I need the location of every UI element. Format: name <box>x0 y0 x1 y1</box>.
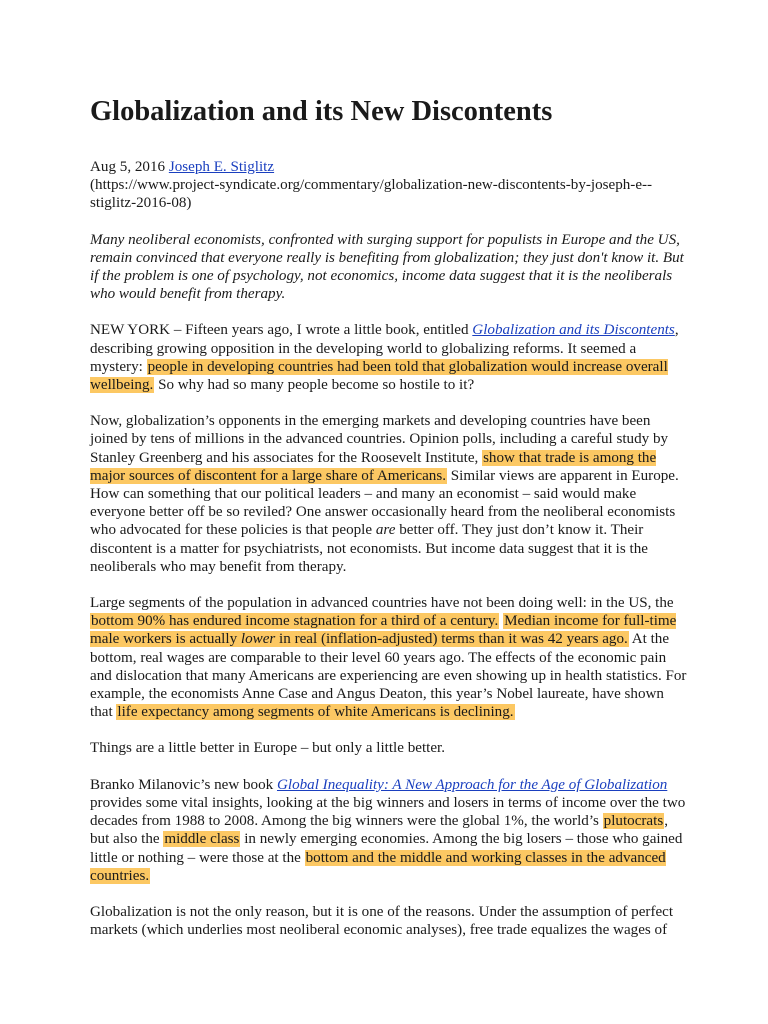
publish-date: Aug 5, 2016 <box>90 159 166 175</box>
text-run: provides some vital insights, looking at the big winners and losers in terms of income over the two decades from 1988 to 2008. Among the big winners were the global 1%, the world’s <box>90 794 686 830</box>
paragraph-5 <box>90 776 690 885</box>
article-title: Globalization and its New Discontents <box>90 96 553 127</box>
paragraph-3 <box>90 594 690 721</box>
emphasis: lower <box>240 631 276 648</box>
text-run: , but also the <box>90 813 668 848</box>
highlight: plutocrats <box>603 813 664 830</box>
article-meta <box>90 158 690 213</box>
text-run: At the bottom, real wages are comparable to their level 60 years ago. The effects of the economic pain and dislocation that many Americans are experiencing are even showing up in health statistics. For example, the economists Anne Case and Angus Deaton, this year’s Nobel laureate, have shown that <box>90 631 687 721</box>
highlight: bottom 90% has endured income stagnation for a third of a century. <box>91 613 499 630</box>
text-run: So why had so many people become so hostile to it? <box>154 377 475 394</box>
highlight: show that trade is among the major sources of discontent for a large share of Americans. <box>90 449 657 484</box>
text-run: Branko Milanovic’s new book <box>90 776 277 793</box>
text-run: , describing growing opposition in the developing world to globalizing reforms. It seemed a mystery: <box>90 322 679 375</box>
highlight: people in developing countries had been told that globalization would increase overall wellbeing. <box>90 358 668 394</box>
book-link-global-inequality[interactable]: Global Inequality: A New Approach for the Age of Globalization <box>276 776 668 793</box>
emphasis: are <box>375 522 396 539</box>
text-run: in newly emerging economies. Among the big losers – those who gained little or nothing – were those at the <box>90 831 683 866</box>
text-run: better off. They just don’t know it. Their discontent is a matter for psychiatrists, not economists. But income data suggest that it is the neoliberals who may benefit from therapy. <box>90 522 648 575</box>
text-run: Median income for full-time male workers is actually <box>90 613 677 648</box>
paragraph-1 <box>90 321 690 394</box>
author-link[interactable]: Joseph E. Stiglitz <box>168 159 275 175</box>
paragraph-2 <box>90 412 690 576</box>
source-url: (https://www.project-syndicate.org/commentary/globalization-new-discontents-by-joseph-e--stiglitz-2016-08) <box>90 177 653 212</box>
dateline: NEW YORK – <box>90 322 182 339</box>
text-run: in real (inflation-adjusted) terms than it was 42 years ago. <box>275 631 628 648</box>
highlight: middle class <box>164 831 240 848</box>
text-run: Fifteen years ago, I wrote a little book, entitled <box>181 322 473 339</box>
article <box>90 92 690 957</box>
paragraph-6: Globalization is not the only reason, but it is one of the reasons. Under the assumption of perfect markets (which underlies most neoliberal economic analyses), free trade equalizes the wages of <box>90 903 674 939</box>
book-link-globalization-discontents[interactable]: Globalization and its Discontents <box>472 322 675 339</box>
text-run: Similar views are apparent in Europe. How can something that our political leaders – and many an economist – said would make everyone better off be so reviled? One answer occasionally heard from the neoliberal economists who advocated for these policies is that people <box>90 467 679 539</box>
highlight: bottom and the middle and working classes in the advanced countries. <box>90 849 666 884</box>
text-run: Now, globalization’s opponents in the emerging markets and developing countries have been joined by tens of millions in the advanced countries. Opinion polls, including a careful study by Stanley Greenberg and his associates for the Roosevelt Institute, <box>90 413 669 466</box>
highlight: life expectancy among segments of white Americans is declining. <box>117 704 514 721</box>
article-standfirst: Many neoliberal economists, confronted with surging support for populists in Europe and the US, remain convinced that everyone really is benefiting from globalization; they just don't know it. But if the problem is one of psychology, not economics, income data suggest that it is the neoliberals who would benefit from therapy. <box>90 231 684 303</box>
text-run: Large segments of the population in advanced countries have not been doing well: in the US, the <box>90 595 674 612</box>
paragraph-4: Things are a little better in Europe – but only a little better. <box>90 740 446 757</box>
